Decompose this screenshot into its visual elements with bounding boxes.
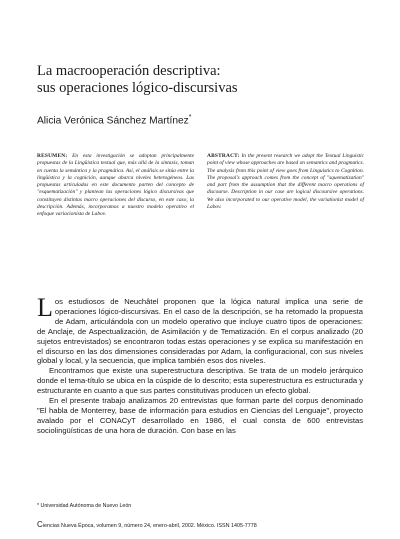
footer-citation: iencias Nueva Época, volumen 9, número 24, enero-abril, 2002. México. ISSN 1405-7778 — [42, 523, 257, 529]
title-line-2: sus operaciones lógico-discursivas — [37, 80, 238, 96]
abstract-english-text: In the present research we adopt the Textual Linguistic point of view whose approaches are based on semantics and pragmatics. The analysis from this point of view goes from Linguistics to Cognition. The proposal's approach comes from the concept of "squematization" and part from the assumption that the different macro operations of discourse. Description in our case are logical discoursive operations. We also incorporated to our operative model, the variationist model of Labov. — [207, 153, 364, 211]
title-line-1: La macrooperación descriptiva: — [37, 63, 221, 79]
article-body — [37, 293, 363, 436]
abstract-spanish-label: RESUMEN: — [37, 153, 68, 159]
body-paragraph-2: Encontramos que existe una superestructura descriptiva. Se trata de un modelo jerárquico donde el tema-título se ubica en la cúspide de lo descrito; esta superestructura es estructurada y estructurante en cuanto a que sus partes constitutivas producen un efecto global. — [37, 366, 363, 396]
abstract-english-label: ABSTRACT: — [207, 153, 240, 159]
author-footnote-mark: * — [188, 114, 192, 121]
body-paragraph-1 — [37, 293, 363, 366]
abstract-spanish-text: En esta investigación se adoptan principalmente propuestas de la Lingüística textual que, más allá de la sintaxis, toman en cuenta la semántica y la pragmática. Así, el análisis se sitúa entre la lingüística y la cognición, aunque abarca niveles heterogéneos. Las propuestas articuladas en este documento parten del concepto de "esquematización" y plantean las operaciones lógico discursivas que constituyen distintas macro operaciones del discurso, en este caso, la descripción. Además, incorporamos a nuestro modelo operativo el enfoque variacionista de Labov. — [37, 153, 194, 218]
article-title — [37, 63, 367, 97]
body-paragraph-1-text: os estudiosos de Neuchâtel proponen que la lógica natural implica una serie de operaciones lógico-discursivas. En el caso de la descripción, se ha retomado la propuesta de Adam, articulándola con un modelo operativo que incluye cuatro tipos de operaciones: de Anclaje, de Aspectualización, de Asimilación y de Tematización. En el corpus analizado (20 sujetos entrevistados) se encontraron todas estas operaciones y se explica su manifestación en el discurso en las dos dimensiones consideradas por Adam, la configuracional, con sus niveles global y local, y la secuencia, que implica también esos dos niveles. — [37, 297, 363, 366]
author-line — [37, 111, 367, 127]
abstract-english — [207, 153, 364, 211]
author-name: Alicia Verónica Sánchez Martínez — [37, 115, 189, 127]
footer-journal-initial: C — [37, 520, 43, 529]
footnote: * Universidad Autónoma de Nuevo León — [37, 503, 132, 509]
page-footer — [37, 521, 363, 530]
abstract-spanish — [37, 153, 194, 219]
body-paragraph-3: En el presente trabajo analizamos 20 entrevistas que forman parte del corpus denominado "El habla de Monterrey, base de información para estudios en Ciencias del Lenguaje", proyecto avalado por el CONACyT desarrollado en 1986, el cual consta de 600 entrevistas sociolingüísticas de una hora de duración. Con base en las — [37, 396, 363, 435]
drop-cap: L — [37, 293, 53, 322]
